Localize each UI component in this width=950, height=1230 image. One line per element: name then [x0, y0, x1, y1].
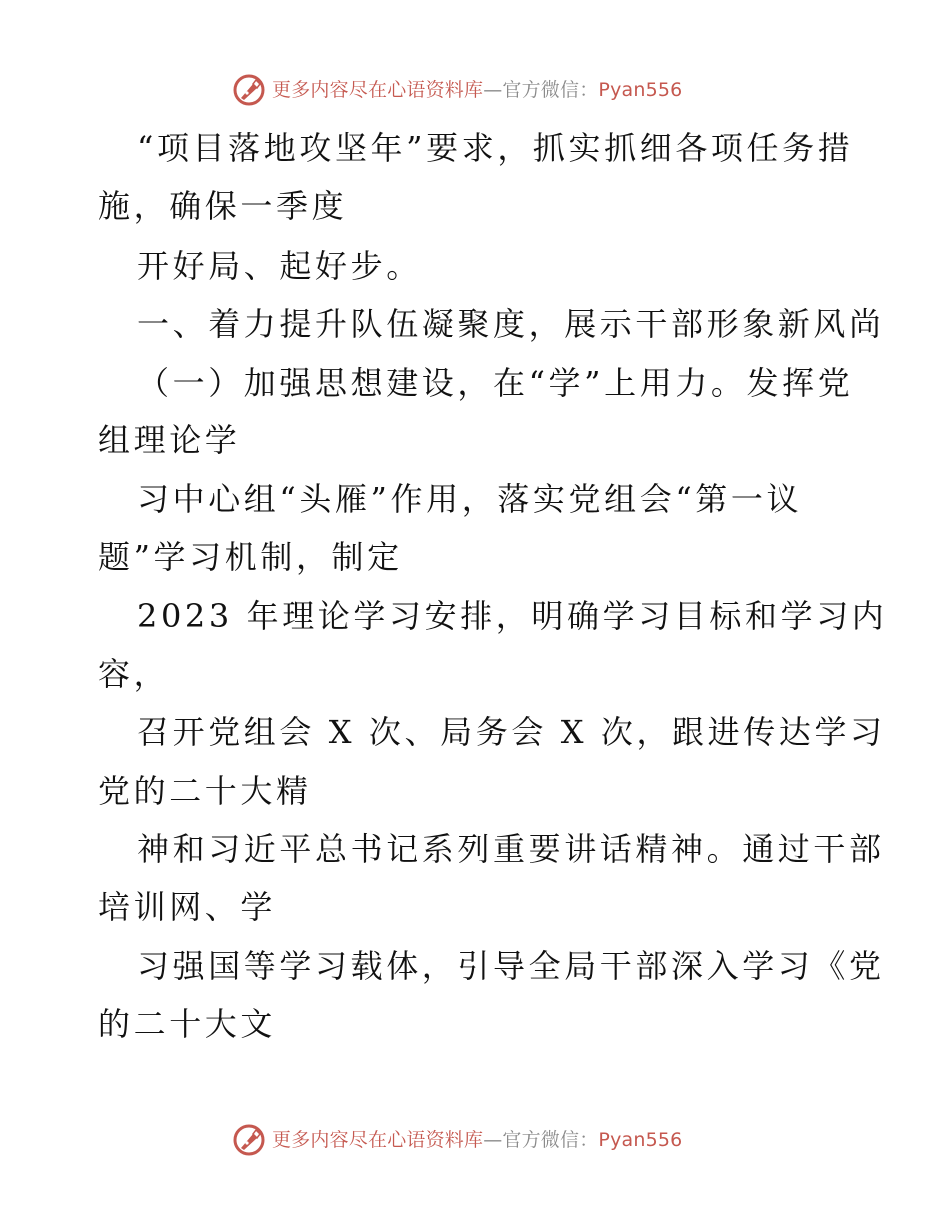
footer-banner [232, 1120, 682, 1160]
header-banner [232, 70, 682, 110]
header-banner-text [272, 70, 682, 110]
footer-banner-text [272, 1120, 682, 1160]
text-line: 开好局、起好步。 [137, 247, 422, 285]
banner-site-name: 更多内容尽在心语资料库 [272, 79, 484, 101]
text-line: 施，确保一季度 [98, 187, 348, 225]
text-line: 神和习近平总书记系列重要讲话精神。通过干部 [137, 830, 885, 868]
section-heading: 一、着力提升队伍凝聚度，展示干部形象新风尚 [137, 305, 885, 343]
text-line: 组理论学 [98, 421, 241, 459]
text-line: 培训网、学 [98, 888, 277, 926]
banner-site-name: 更多内容尽在心语资料库 [272, 1129, 484, 1151]
text-line: 召开党组会 X 次、局务会 X 次，跟进传达学习 [137, 713, 886, 751]
pen-nib-logo-icon [232, 1123, 266, 1157]
text-line: “项目落地攻坚年”要求，抓实抓细各项任务措 [137, 129, 854, 167]
banner-wechat-id: Pyan556 [598, 1129, 683, 1151]
banner-wechat-id: Pyan556 [598, 79, 683, 101]
text-line: 习强国等学习载体，引导全局干部深入学习《党 [137, 947, 885, 985]
banner-wechat-label: —官方微信： [483, 1129, 599, 1151]
text-line: 习中心组“头雁”作用，落实党组会“第一议 [137, 480, 803, 518]
banner-wechat-label: —官方微信： [483, 79, 599, 101]
pen-nib-logo-icon [232, 73, 266, 107]
text-line: （一）加强思想建设，在“学”上用力。发挥党 [137, 364, 854, 402]
text-line: 2023 年理论学习安排，明确学习目标和学习内 [137, 597, 888, 635]
text-line: 题”学习机制，制定 [98, 538, 403, 576]
text-line: 容， [98, 655, 170, 693]
text-line: 党的二十大精 [98, 772, 312, 810]
text-line: 的二十大文 [98, 1005, 277, 1043]
